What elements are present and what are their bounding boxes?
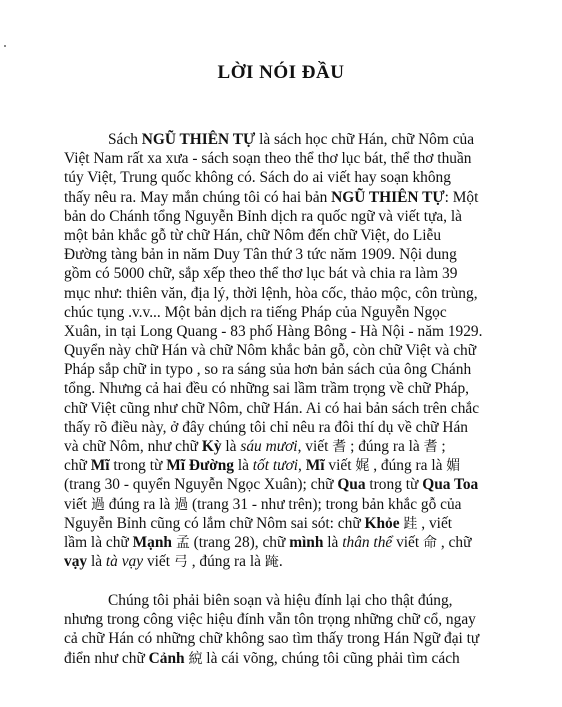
han-character: 命 — [423, 534, 438, 551]
text-run: viết — [392, 533, 424, 551]
text-line — [64, 649, 530, 668]
text-run: , đúng ra là — [187, 553, 265, 571]
text-run: chúc tụng .v.v... Một bản dịch ra tiếng Pháp của Nguyễn Ngọc — [64, 303, 447, 321]
text-run: thấy nêu ra. May mắn chúng tôi có hai bản — [64, 188, 332, 206]
text-run: trong từ — [109, 457, 167, 475]
text-line — [64, 456, 530, 475]
italic-gloss: sáu mươi — [240, 438, 298, 455]
bold-term: NGŨ THIÊN TỰ — [141, 131, 256, 148]
text-line — [64, 284, 530, 303]
bold-term: Qua — [337, 476, 366, 494]
han-character: 耆 — [332, 439, 347, 455]
bold-term: Kỳ — [201, 438, 222, 455]
text-run: , chữ — [437, 533, 472, 551]
bold-term: Mĩ Đường — [166, 457, 234, 475]
text-run: gồm có 5000 chữ, sắp xếp theo thể thơ lục bát và chia ra làm 39 — [64, 265, 458, 283]
han-character: 跬 — [403, 515, 418, 532]
text-run: cả chữ Hán có những chữ không sao tìm thấy trong Hán Ngữ đại tự — [64, 630, 480, 648]
text-line — [64, 149, 530, 168]
text-run: ; — [437, 438, 446, 455]
text-run: . — [278, 553, 283, 571]
text-line — [64, 188, 530, 207]
text-line — [64, 437, 530, 456]
bold-term: mình — [289, 533, 324, 551]
text-line — [64, 322, 530, 341]
paragraph-1 — [64, 130, 530, 571]
text-run: (trang 30 - quyển Nguyễn Ngọc Xuân); chữ — [64, 476, 338, 494]
text-run: Quyển này chữ Hán và chữ Nôm khắc bản gỗ, còn chữ Việt và chữ — [64, 342, 477, 360]
text-run: tổng. Nhưng cả hai đều có những sai lầm trầm trọng về chữ Pháp, — [64, 380, 469, 398]
text-line — [64, 610, 530, 629]
han-character: 𨂁 — [264, 554, 279, 571]
text-run: : Một — [444, 188, 479, 206]
text-run: Việt Nam rất xa xưa - sách soạn theo thể thơ lục bát, thể thơ thuần — [64, 150, 472, 168]
text-run: là — [87, 553, 106, 571]
text-run: Chúng tôi phải biên soạn và hiệu đính lại cho thật đúng, — [108, 592, 453, 609]
text-line — [64, 341, 530, 360]
text-run: Xuân, in tại Long Quang - 83 phố Hàng Bông - Hà Nội - năm 1929. — [64, 322, 483, 340]
text-run: là sách học chữ Hán, chữ Nôm của — [255, 131, 475, 148]
text-run: lầm là chữ — [64, 533, 133, 551]
bold-term: Mạnh — [132, 533, 172, 551]
paragraph-2 — [64, 591, 530, 668]
text-line — [64, 399, 530, 418]
text-run: mục như: thiên văn, địa lý, thời lệnh, hòa cốc, thảo mộc, côn trùng, — [64, 284, 478, 302]
text-run: điển như chữ — [64, 649, 149, 667]
han-character: 娓 — [355, 458, 370, 475]
text-line — [64, 130, 530, 149]
text-run: (trang 28), chữ — [189, 533, 290, 551]
text-line — [64, 514, 530, 533]
bold-term: Mĩ — [90, 457, 110, 475]
text-run: Pháp sắp chữ in typo , so ra sáng sủa hơn bản sách của ông Chánh — [64, 361, 472, 379]
page-mark — [4, 45, 6, 47]
text-run: một bản khắc gỗ từ chữ Hán, chữ Nôm đến chữ Việt, do Liễu — [64, 226, 442, 244]
text-run: trong từ — [365, 476, 423, 494]
text-run: , đúng ra là — [369, 457, 447, 475]
text-run: Nguyễn Bỉnh cũng có lắm chữ Nôm sai sót: chữ — [64, 514, 365, 532]
text-run: viết — [64, 495, 91, 513]
text-run: thấy rõ điều này, ở đây chúng tôi chỉ nêu ra đôi thí dụ về chữ Hán — [64, 418, 468, 436]
text-run: túy Việt, Trung quốc không có. Sách do ai viết hay soạn không — [64, 169, 451, 187]
italic-gloss: thân thể — [342, 533, 393, 551]
text-line — [64, 303, 530, 322]
han-character: 孟 — [175, 534, 190, 551]
text-run: chữ Việt cũng như chữ Nôm, chữ Hán. Ai có hai bản sách trên chắc — [64, 399, 480, 417]
bold-term: vạy — [64, 553, 88, 571]
text-run: nhưng trong công việc hiệu đính vẫn tôn trọng những chữ cổ, ngay — [64, 611, 476, 629]
text-line — [64, 379, 530, 398]
bold-term: NGŨ THIÊN TỰ — [331, 188, 445, 206]
text-run: là — [221, 438, 241, 455]
text-run: là — [233, 457, 253, 475]
han-character: 媚 — [446, 458, 461, 475]
text-run: và chữ Nôm, như chữ — [64, 438, 202, 455]
text-run: bản do Chánh tổng Nguyễn Bỉnh dịch ra quốc ngữ và viết tựa, là — [64, 207, 462, 225]
text-run: ; đúng ra là — [346, 438, 424, 455]
text-line — [64, 475, 530, 494]
text-run: viết — [324, 457, 356, 475]
text-run: Đường tàng bản in năm Duy Tân thứ 3 tức năm 1909. Nội dung — [64, 246, 457, 264]
bold-term: Qua Toa — [422, 476, 479, 494]
text-run: , — [298, 457, 306, 475]
text-line — [64, 264, 530, 283]
han-character: 過 — [90, 496, 105, 513]
text-line — [64, 226, 530, 245]
text-line — [64, 207, 530, 226]
text-line — [64, 168, 530, 187]
han-character: 過 — [174, 496, 189, 513]
bold-term: Khỏe — [364, 514, 400, 532]
text-line — [64, 552, 530, 571]
han-character: 耆 — [423, 439, 438, 455]
text-line — [64, 360, 530, 379]
text-line — [64, 533, 530, 552]
text-line — [64, 495, 530, 514]
page-title: LỜI NÓI ĐẦU — [217, 62, 345, 83]
text-run: (trang 31 - như trên); trong bản khắc gỗ của — [188, 495, 462, 513]
italic-gloss: tốt tươi — [252, 457, 299, 475]
bold-term: Cảnh — [148, 649, 185, 667]
text-line — [64, 591, 530, 610]
text-run: , viết — [297, 438, 333, 455]
text-run: là cái võng, chúng tôi cũng phải tìm cách — [202, 649, 460, 667]
text-run: viết — [143, 553, 174, 571]
text-line — [64, 245, 530, 264]
text-line — [64, 418, 530, 437]
italic-gloss: tà vạy — [105, 553, 144, 571]
han-character: 綂 — [188, 650, 203, 667]
text-line — [64, 629, 530, 648]
text-run: là — [323, 533, 343, 551]
text-run: Sách — [108, 131, 142, 148]
text-run: chữ — [64, 457, 91, 475]
text-run: đúng ra là — [104, 495, 175, 513]
bold-term: Mĩ — [305, 457, 325, 475]
text-run: , viết — [417, 514, 453, 532]
han-character: 弓 — [173, 554, 188, 571]
